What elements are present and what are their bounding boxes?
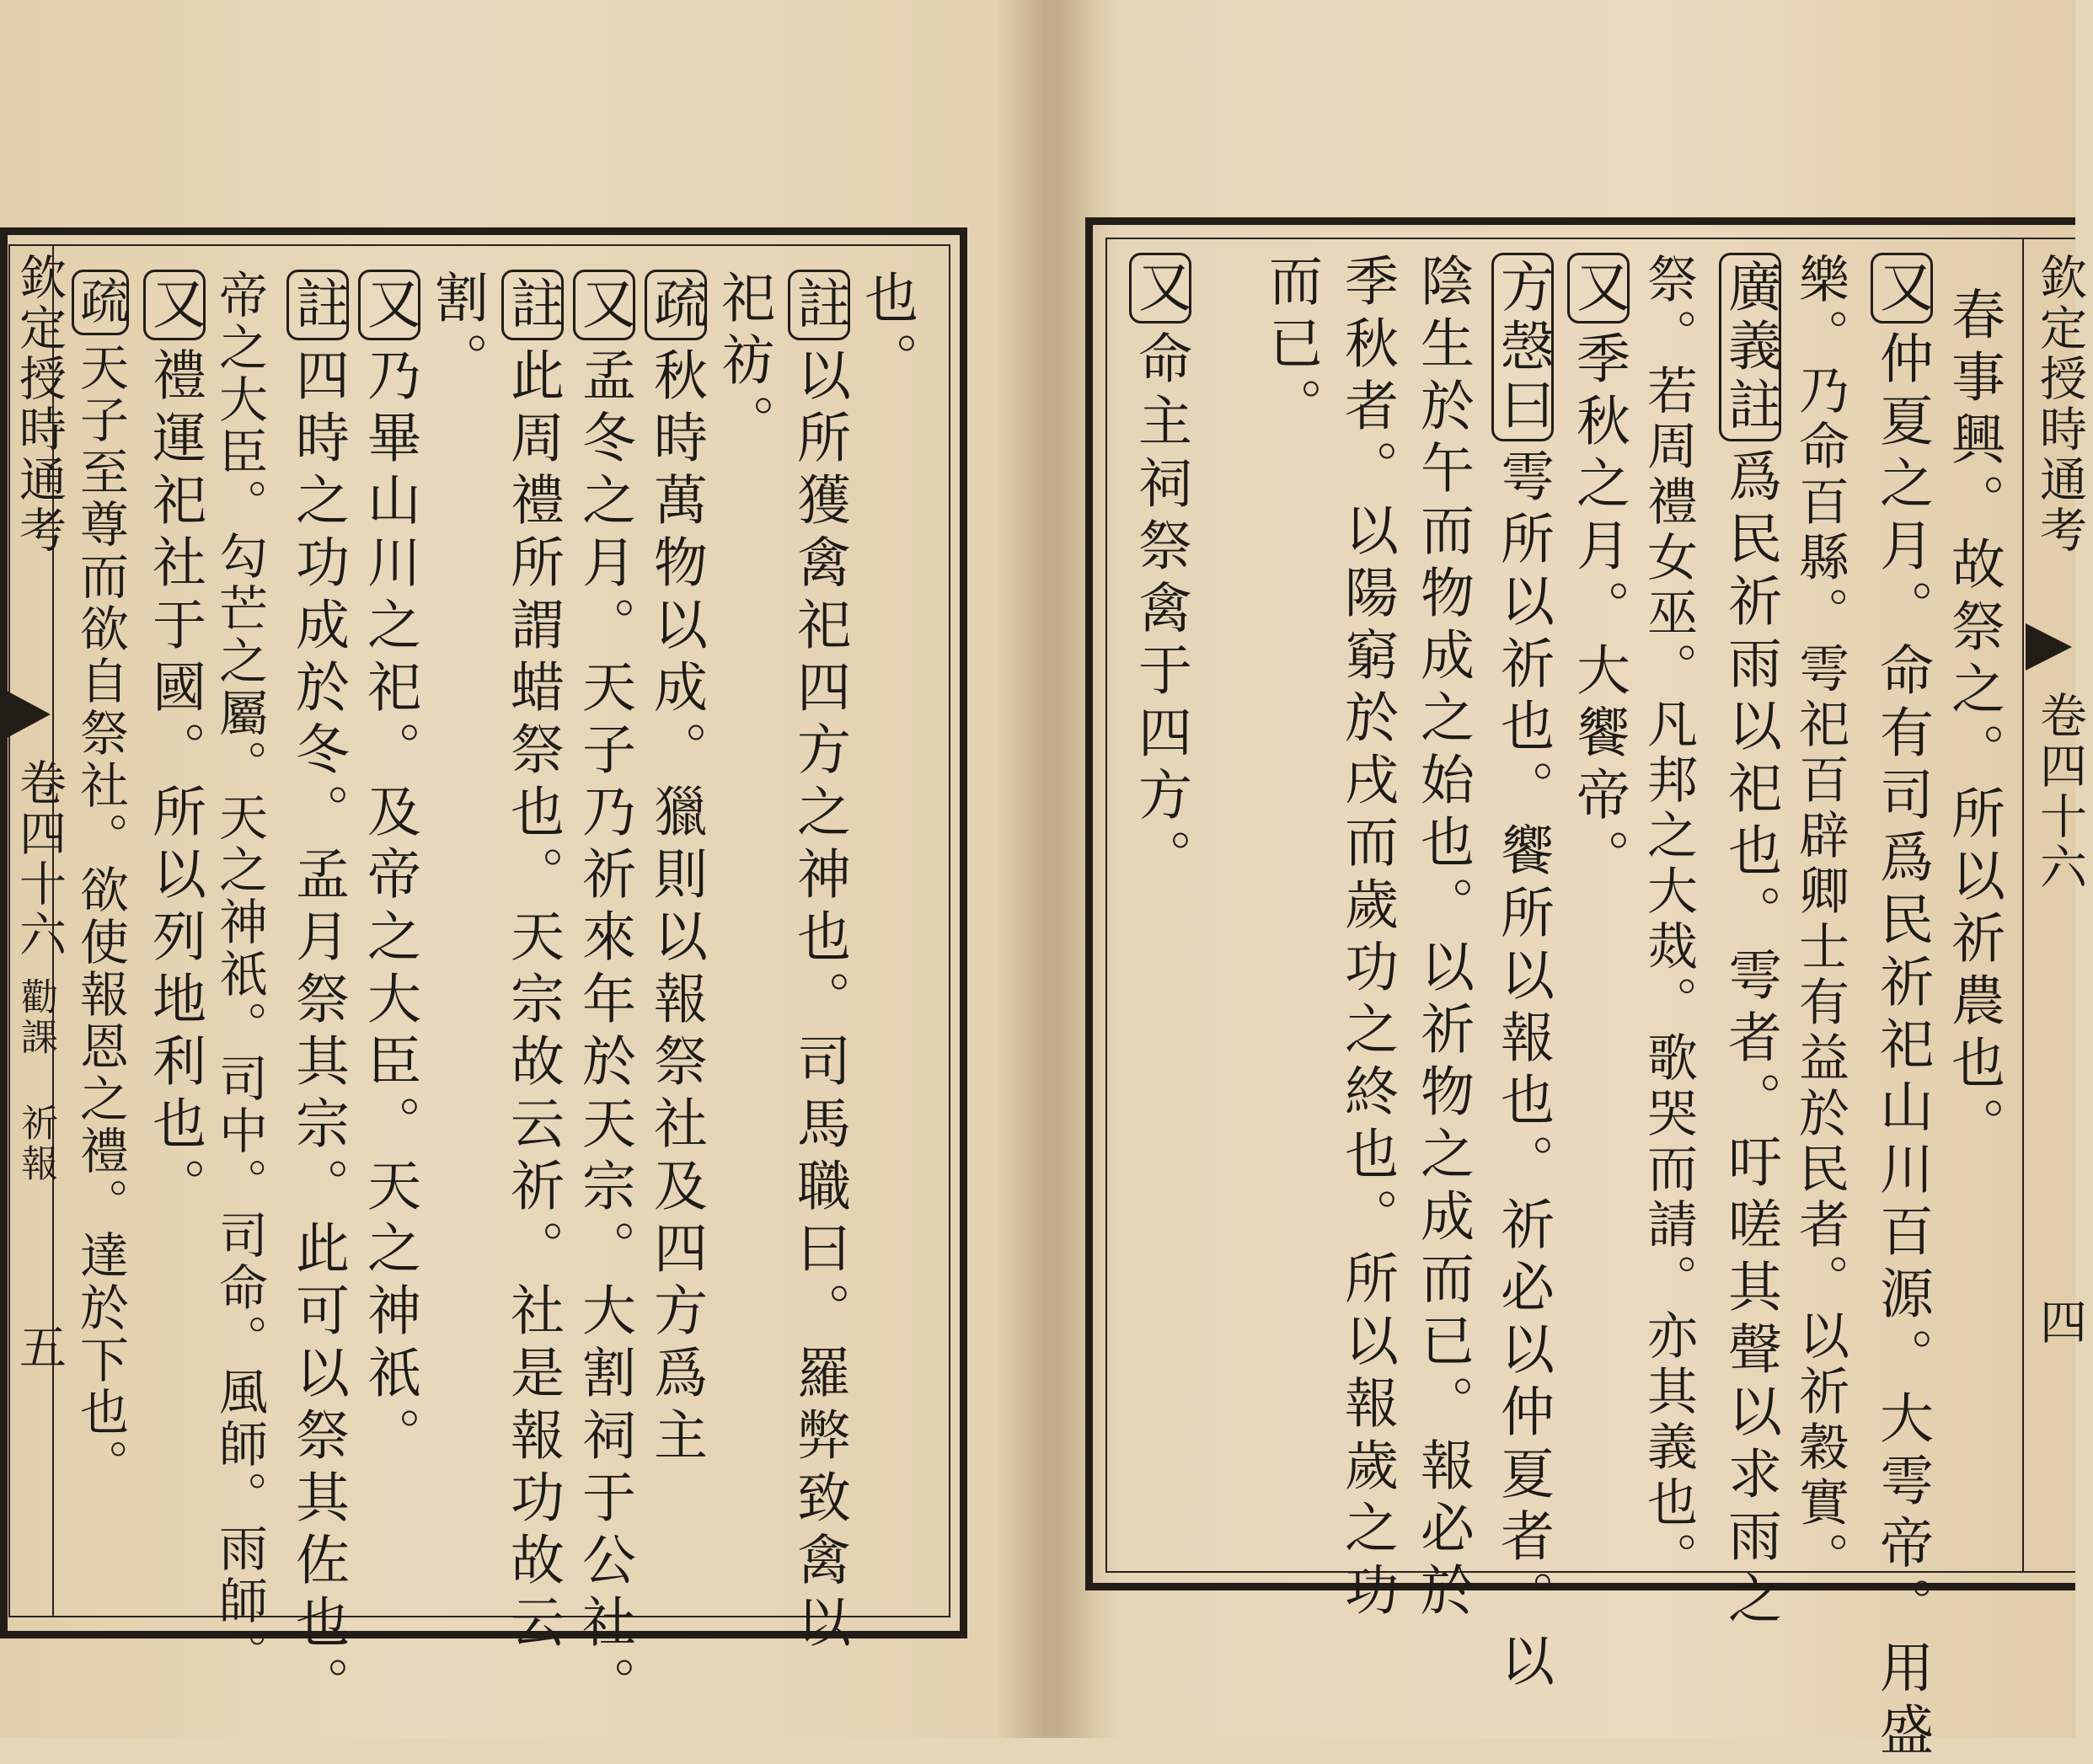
column-text: 乃畢山川之祀。及帝之大臣。天之神祇。 (358, 347, 420, 1469)
column-text: 禮運祀社于國。所以列地利也。 (143, 347, 206, 1220)
column-text: 命主祠祭禽于四方。 (1129, 330, 1191, 891)
column-text: 此周禮所謂蜡祭也。天宗故云祈。社是報功故云 (501, 347, 564, 1656)
left-column-8 (358, 270, 420, 1469)
right-margin-chapter: 卷四十六 (2032, 691, 2087, 893)
column-text: 仲夏之月。命有司爲民祈祀山川百源。大雩帝。用盛 (1871, 330, 1933, 1764)
left-column-12 (72, 270, 129, 1491)
annotation-tag: 又 (1871, 253, 1933, 323)
column-text: 秋時萬物以成。獵則以報祭社及四方爲主 (645, 347, 707, 1469)
left-margin-chapter: 卷四十六 (12, 758, 67, 960)
column-text: 春事興。故祭之。所以祈農也。 (1942, 286, 2005, 1159)
annotation-tag: 又 (358, 270, 420, 340)
gutter-shadow (994, 0, 1095, 1738)
left-column-9 (286, 270, 349, 1719)
annotation-tag: 註 (501, 270, 564, 340)
column-text: 祀祊。 (712, 270, 774, 457)
annotation-tag: 廣義註 (1719, 253, 1781, 441)
right-margin-rule (2022, 238, 2024, 1573)
annotation-tag: 又 (573, 270, 635, 340)
column-text: 也。 (855, 270, 918, 394)
right-column-4 (1719, 253, 1781, 1633)
column-text: 陰生於午而物成之始也。以祈物之成而已。報必於 (1411, 253, 1474, 1624)
annotation-tag: 方愨曰 (1491, 253, 1554, 441)
right-column-6 (1567, 253, 1630, 891)
left-margin-subsection: 祈報 (14, 1104, 57, 1184)
column-text: 樂。乃命百縣。雩祀百辟卿士有益於民者。以祈穀實。 (1791, 253, 1849, 1587)
left-column-3 (712, 270, 774, 457)
left-column-4 (645, 270, 707, 1469)
column-text: 天子至尊而欲自祭社。欲使報恩之禮。達於下也。 (72, 342, 129, 1491)
column-text: 季秋之月。大饗帝。 (1567, 330, 1630, 891)
left-column-11 (143, 270, 206, 1220)
annotation-tag: 疏 (72, 270, 129, 335)
column-text: 割。 (426, 270, 488, 394)
right-column-10 (1260, 253, 1322, 440)
left-column-10 (211, 270, 268, 1680)
right-fish-tail (2026, 623, 2072, 671)
right-column-8 (1411, 253, 1474, 1624)
left-column-7 (426, 270, 488, 394)
annotation-tag: 又 (1567, 253, 1630, 323)
left-column-1 (855, 270, 918, 394)
column-text: 而已。 (1260, 253, 1322, 440)
annotation-tag: 又 (1129, 253, 1191, 323)
column-text: 爲民祈雨以祀也。雩者。吁嗟其聲以求雨之 (1719, 448, 1781, 1633)
right-margin-book-title: 欽定授時通考 (2032, 253, 2087, 556)
annotation-tag: 註 (788, 270, 850, 340)
left-margin-book-title: 欽定授時通考 (12, 253, 67, 556)
annotation-tag: 註 (286, 270, 349, 340)
left-column-5 (573, 270, 635, 1719)
left-margin-section: 勸課 (14, 977, 57, 1058)
column-text: 雩所以祈也。饗所以報也。祈必以仲夏者。以 (1491, 448, 1554, 1695)
right-column-11 (1129, 253, 1191, 891)
left-column-6 (501, 270, 564, 1656)
right-column-1 (1942, 286, 2005, 1159)
right-column-9 (1336, 253, 1398, 1624)
right-column-3 (1791, 253, 1849, 1587)
annotation-tag: 疏 (645, 270, 707, 340)
column-text: 以所獲禽祀四方之神也。司馬職曰。羅弊致禽以 (788, 347, 850, 1656)
left-column-2 (788, 270, 850, 1656)
right-column-7 (1491, 253, 1554, 1695)
column-text: 四時之功成於冬。孟月祭其宗。此可以祭其佐也。 (286, 347, 349, 1719)
column-text: 孟冬之月。天子乃祈來年於天宗。大割祠于公社。 (573, 347, 635, 1719)
right-column-5 (1639, 253, 1698, 1587)
column-text: 祭。若周禮女巫。凡邦之大烖。歌哭而請。亦其義也。 (1639, 253, 1698, 1587)
column-text: 帝之大臣。勾芒之屬。天之神祇。司中。司命。風師。雨師。 (211, 270, 268, 1680)
annotation-tag: 又 (143, 270, 206, 340)
left-fish-tail (7, 691, 51, 738)
right-column-2 (1871, 253, 1933, 1764)
right-margin-page-number: 四 (2032, 1297, 2087, 1348)
left-margin-page-number: 五 (12, 1323, 67, 1373)
column-text: 季秋者。以陽窮於戌而歲功之終也。所以報歲之功 (1336, 253, 1398, 1624)
